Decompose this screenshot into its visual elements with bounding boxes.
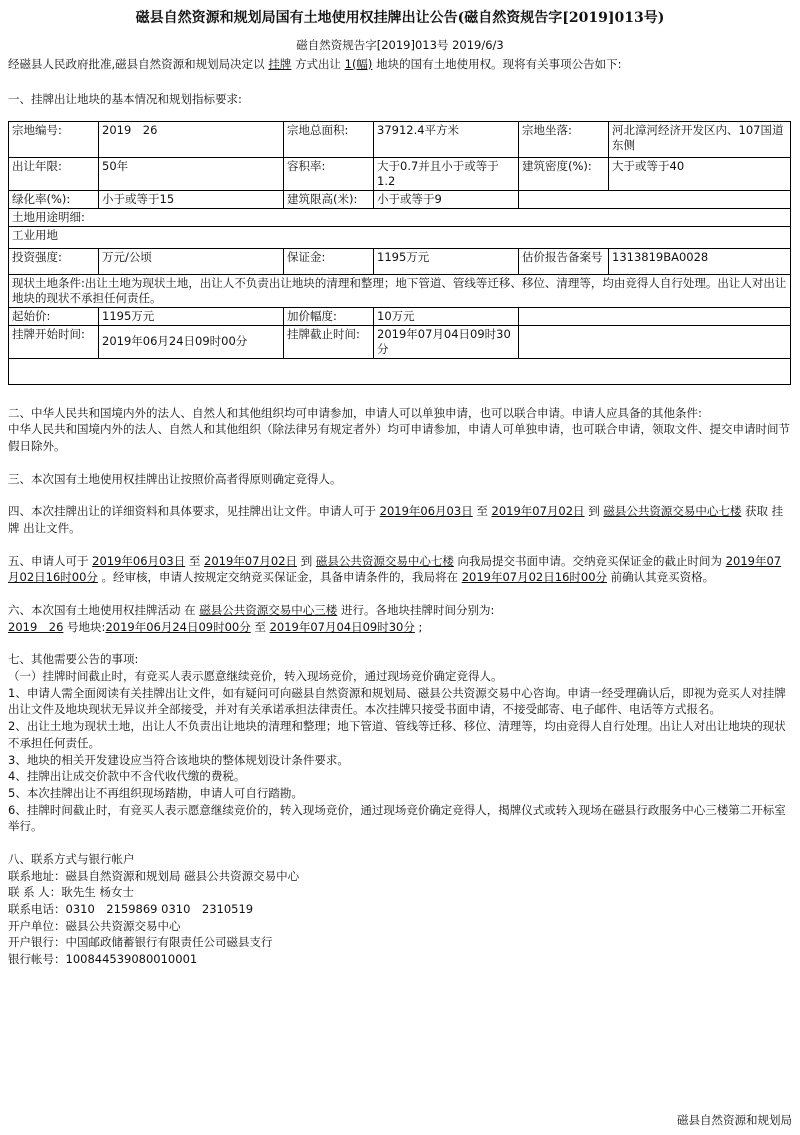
intro-paragraph (8, 56, 792, 73)
list-item: 4、挂牌出让成交价款中不含代收代缴的费税。 (8, 769, 246, 784)
table-cell: 小于或等于9 (374, 191, 519, 209)
table-cell: 河北漳河经济开发区内、107国道东侧 (609, 122, 791, 158)
table-row (9, 158, 791, 191)
table-cell: 出让年限: (9, 158, 99, 191)
date-from: 2019年06月03日 (379, 504, 473, 519)
table-cell (9, 358, 791, 384)
table-cell: 1195万元 (99, 307, 284, 325)
text: 前确认其竞买资格。 (607, 570, 715, 585)
list-item: 5、本次挂牌出让不再组织现场踏勘，申请人可自行踏勘。 (8, 785, 303, 800)
table-row (9, 209, 791, 227)
intro-text: 方式出让 (291, 56, 345, 71)
list-item: 2、出让土地为现状土地，出让人不负责出让地块的清理和整理；地下管道、管线等迁移、移位、清理等，均由竞得人自行处理。出让人对出让地块的现状不承担任何责任。 (8, 719, 786, 750)
table-cell: 容积率: (284, 158, 374, 191)
place: 磁县公共资源交易中心七楼 (603, 504, 742, 519)
table-cell: 宗地编号: (9, 122, 99, 158)
table-cell (519, 307, 609, 325)
table-cell: 估价报告备案号 (519, 249, 609, 275)
table-cell: 万元/公顷 (99, 249, 284, 275)
table-cell (609, 191, 791, 209)
table-cell: 起始价: (9, 307, 99, 325)
table-cell (519, 325, 609, 358)
contact-person: 联 系 人：耿先生 杨女士 (8, 885, 134, 900)
intro-count: 1(幅) (344, 56, 373, 71)
text: 获取 挂牌 出让文件。 (8, 504, 784, 536)
text: 至 (185, 553, 205, 568)
date-to: 2019年07月02日 (204, 553, 298, 568)
text: 号地块: (63, 619, 106, 634)
section-2-body: 中华人民共和国境内外的法人、自然人和其他组织（除法律另有规定者外）均可申请参加，申请人可单独申请，也可联合申请，领取文件、提交申请时间节假日除外。 (8, 422, 790, 454)
table-cell: 1195万元 (374, 249, 519, 275)
date-from: 2019年06月03日 (92, 553, 186, 568)
text: 到 (584, 504, 604, 519)
account-holder: 开户单位：磁县公共资源交易中心 (8, 918, 181, 933)
text: 进行。各地块挂牌时间分别为: (337, 603, 495, 618)
land-info-table (8, 121, 791, 384)
table-cell: 2019 26 (99, 122, 284, 158)
account-number: 银行帐号：100844539080010001 (8, 951, 198, 966)
table-cell: 2019年06月24日09时00分 (99, 325, 284, 358)
table-cell: 工业用地 (9, 227, 791, 249)
table-row (9, 227, 791, 249)
table-row (9, 122, 791, 158)
list-item: （一）挂牌时间截止时，有竞买人表示愿意继续竞价，转入现场竞价，通过现场竞价确定竞得人。 (8, 669, 503, 684)
table-cell: 建筑密度(%): (519, 158, 609, 191)
issuer-signature: 磁县自然资源和规划局 (677, 1113, 792, 1128)
place: 磁县公共资源交易中心七楼 (315, 553, 454, 568)
list-item: 6、挂牌时间截止时，有竞买人表示愿意继续竞价的，转入现场竞价，通过现场竞价确定竞得人，揭牌仪式或转入现场在磁县行政服务中心三楼第二开标室举行。 (8, 802, 786, 834)
section-7-heading: 七、其他需要公告的事项: (8, 652, 139, 667)
table-cell: 建筑限高(米): (284, 191, 374, 209)
parcel-number: 2019 26 (8, 619, 64, 634)
table-cell: 37912.4平方米 (374, 122, 519, 158)
section-5 (8, 553, 792, 586)
table-cell: 50年 (99, 158, 284, 191)
contact-address: 联系地址：磁县自然资源和规划局 磁县公共资源交易中心 (8, 868, 300, 883)
table-row (9, 275, 791, 308)
table-row (9, 191, 791, 209)
section-4 (8, 503, 792, 536)
intro-text: 地块的国有土地使用权。现将有关事项公告如下: (372, 56, 622, 71)
table-cell: 挂牌截止时间: (284, 325, 374, 358)
confirm-time: 2019年07月02日16时00分 (461, 570, 608, 585)
table-cell: 小于或等于15 (99, 191, 284, 209)
document-number-date: 磁自然资规告字[2019]013号 2019/6/3 (296, 38, 504, 53)
table-cell: 土地用途明细: (9, 209, 791, 227)
end-time: 2019年07月04日09时30分 (269, 619, 415, 634)
list-item: 1、申请人需全面阅读有关挂牌出让文件，如有疑问可向磁县自然资源和规划局、磁县公共资源交易中心咨询。申请一经受理确认后，即视为竞买人对挂牌出让文件及地块现状无异议并全部接受，并对有关承诺承担法律责任。本次挂牌只接受书面申请，不接受邮寄、电子邮件、电话等方式报名。 (8, 685, 786, 717)
text: 四、本次挂牌出让的详细资料和具体要求，见挂牌出让文件。申请人可于 (8, 504, 380, 519)
contact-phone: 联系电话：0310 2159869 0310 2310519 (8, 901, 254, 916)
deposit-deadline: 2019年07月02日16时00分 (8, 553, 782, 585)
table-cell: 大于或等于40 (609, 158, 791, 191)
section-6 (8, 602, 792, 635)
text: 六、本次国有土地使用权挂牌活动 在 (8, 603, 200, 618)
place: 磁县公共资源交易中心三楼 (199, 603, 338, 618)
table-cell: 加价幅度: (284, 307, 374, 325)
table-cell (519, 191, 609, 209)
account-bank: 开户银行：中国邮政储蓄银行有限责任公司磁县支行 (8, 935, 273, 950)
intro-method: 挂牌 (268, 56, 292, 71)
text: 到 (297, 553, 316, 568)
table-cell: 宗地坐落: (519, 122, 609, 158)
section-2-heading: 二、中华人民共和国境内外的法人、自然人和其他组织均可申请参加，申请人可以单独申请，也可以联合申请。申请人应具备的其他条件: (8, 405, 702, 420)
table-cell: 2019年07月04日09时30分 (374, 325, 519, 358)
section-1-heading: 一、挂牌出让地块的基本情况和规划指标要求: (8, 91, 242, 106)
table-row (9, 325, 791, 358)
text: 至 (250, 619, 270, 634)
intro-text: 经磁县人民政府批准,磁县自然资源和规划局决定以 (8, 56, 269, 71)
text: ; (414, 619, 423, 634)
section-3: 三、本次国有土地使用权挂牌出让按照价高者得原则确定竞得人。 (8, 471, 342, 486)
start-time: 2019年06月24日09时00分 (105, 619, 251, 634)
table-cell: 10万元 (374, 307, 519, 325)
table-row (9, 249, 791, 275)
table-cell: 大于0.7并且小于或等于1.2 (374, 158, 519, 191)
table-row (9, 358, 791, 384)
table-cell: 1313819BA0028 (609, 249, 791, 275)
table-cell: 现状土地条件:出让土地为现状土地，出让人不负责出让地块的清理和整理；地下管道、管线等迁移、移位、清理等，均由竞得人自行处理。出让人对出让地块的现状不承担任何责任。 (9, 275, 791, 308)
table-cell: 保证金: (284, 249, 374, 275)
text: 。经审核，申请人按规定交纳竞买保证金，具备申请条件的，我局将在 (97, 570, 462, 585)
page-title: 磁县自然资源和规划局国有土地使用权挂牌出让公告(磁自然资规告字[2019]013号) (135, 10, 665, 26)
list-item: 3、地块的相关开发建设应当符合该地块的整体规划设计条件要求。 (8, 752, 349, 767)
table-row (9, 307, 791, 325)
table-cell: 绿化率(%): (9, 191, 99, 209)
table-cell: 挂牌开始时间: (9, 325, 99, 358)
text: 向我局提交书面申请。交纳竞买保证金的截止时间为 (453, 553, 726, 568)
text: 至 (472, 504, 492, 519)
table-cell (609, 307, 791, 325)
table-cell: 宗地总面积: (284, 122, 374, 158)
date-to: 2019年07月02日 (491, 504, 585, 519)
table-cell (609, 325, 791, 358)
table-cell: 投资强度: (9, 249, 99, 275)
text: 五、申请人可于 (8, 553, 93, 568)
section-8-heading: 八、联系方式与银行帐户 (8, 851, 135, 866)
